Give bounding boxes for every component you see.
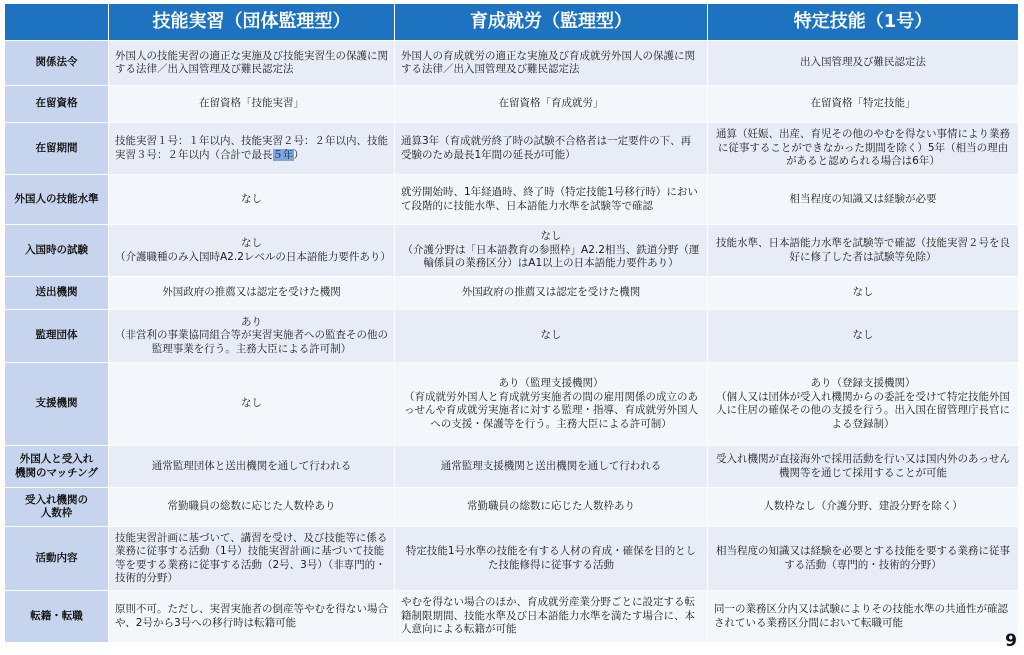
- row-label: 外国人の技能水準: [5, 175, 109, 225]
- row-label: 転籍・転職: [5, 591, 109, 643]
- cell-ikusei-shuro: やむを得ない場合のほか、育成就労産業分野ごとに設定する転籍制限期間、技能水準及び日本語能力水準を満たす場合に、本人意向による転籍が可能: [395, 591, 708, 643]
- table-row: [5, 488, 1019, 527]
- table-row: [5, 123, 1019, 175]
- cell-tokutei-ginou: 同一の業務区分内又は試験によりその技能水準の共通性が確認されている業務区分間において転職可能: [708, 591, 1019, 643]
- cell-ginou-jisshu: [109, 225, 395, 277]
- header-ikusei-shuro: 育成就労（監理型）: [395, 4, 708, 41]
- table-row: [5, 41, 1019, 86]
- row-label: [5, 488, 109, 527]
- cell-ikusei-shuro: [395, 363, 708, 446]
- row-label: 活動内容: [5, 527, 109, 591]
- cell-ginou-jisshu: なし: [109, 175, 395, 225]
- cell-ginou-jisshu: [109, 310, 395, 363]
- cell-ikusei-shuro: なし: [395, 310, 708, 363]
- cell-tokutei-ginou: 相当程度の知識又は経験が必要: [708, 175, 1019, 225]
- cell-ginou-jisshu: 原則不可。ただし、実習実施者の倒産等やむを得ない場合や、2号から3号への移行時は転籍可能: [109, 591, 395, 643]
- row-label-line: 受入れ機関の: [25, 493, 88, 506]
- table-row: [5, 363, 1019, 446]
- cell-line: あり（監理支援機関）: [498, 377, 604, 389]
- header-ginou-jisshu: 技能実習（団体監理型）: [109, 4, 395, 41]
- cell-ikusei-shuro: 通常監理支援機関と送出機関を通して行われる: [395, 446, 708, 488]
- cell-tokutei-ginou: 人数枠なし（介護分野、建設分野を除く）: [708, 488, 1019, 527]
- header-corner: [5, 4, 109, 41]
- table-row: [5, 86, 1019, 123]
- period-text-close: ）: [293, 148, 304, 161]
- cell-tokutei-ginou: [708, 363, 1019, 446]
- table-row: [5, 175, 1019, 225]
- cell-tokutei-ginou: 通算（妊娠、出産、育児その他のやむを得ない事情により業務に従事することができなかった期間を除く）5年（相当の理由があると認められる場合は6年）: [708, 123, 1019, 175]
- cell-ginou-jisshu: [109, 123, 395, 175]
- row-label-line: 外国人と受入れ: [19, 453, 94, 465]
- cell-tokutei-ginou: 出入国管理及び難民認定法: [708, 41, 1019, 86]
- header-row: [5, 4, 1019, 41]
- cell-line: あり（登録支援機関）: [810, 377, 916, 389]
- table-row: [5, 446, 1019, 488]
- cell-ginou-jisshu: なし: [109, 363, 395, 446]
- cell-ikusei-shuro: 外国人の育成就労の適正な実施及び育成就労外国人の保護に関する法律／出入国管理及び難民認定法: [395, 41, 708, 86]
- cell-ikusei-shuro: 特定技能1号水準の技能を有する人材の育成・確保を目的とした技能修得に従事する活動: [395, 527, 708, 591]
- cell-line: なし: [540, 230, 562, 243]
- row-label: 送出機関: [5, 277, 109, 310]
- row-label: 在留期間: [5, 123, 109, 175]
- highlighted-period: ５年: [272, 148, 294, 161]
- cell-ikusei-shuro: 外国政府の推薦又は認定を受けた機関: [395, 277, 708, 310]
- cell-ikusei-shuro: 通算3年（育成就労終了時の試験不合格者は一定要件の下、再受験のため最長1年間の延長が可能）: [395, 123, 708, 175]
- cell-ginou-jisshu: 常勤職員の総数に応じた人数枠あり: [109, 488, 395, 527]
- cell-ginou-jisshu: 外国人の技能実習の適正な実施及び技能実習生の保護に関する法律／出入国管理及び難民認定法: [109, 41, 395, 86]
- table-row: [5, 310, 1019, 363]
- cell-ikusei-shuro: 常勤職員の総数に応じた人数枠あり: [395, 488, 708, 527]
- cell-tokutei-ginou: なし: [708, 310, 1019, 363]
- row-label-line: 機関のマッチング: [15, 466, 98, 479]
- cell-ginou-jisshu: 技能実習計画に基づいて、講習を受け、及び技能等に係る業務に従事する活動（1号）技能実習計画に基づいて技能等を要する業務に従事する活動（2号、3号）（非専門的・技術的分野）: [109, 527, 395, 591]
- cell-tokutei-ginou: 相当程度の知識又は経験を必要とする技能を要する業務に従事する活動（専門的・技術的分野）: [708, 527, 1019, 591]
- row-label: 監理団体: [5, 310, 109, 363]
- table-row: [5, 527, 1019, 591]
- row-label: 在留資格: [5, 86, 109, 123]
- table-row: [5, 225, 1019, 277]
- cell-tokutei-ginou: なし: [708, 277, 1019, 310]
- page-number: 9: [1005, 631, 1017, 651]
- cell-line: あり: [241, 315, 262, 328]
- cell-line: （介護分野は「日本語教育の参照枠」A2.2相当、鉄道分野（運輸係員の業務区分）はA1以上の日本語能力要件あり）: [402, 243, 700, 270]
- cell-ikusei-shuro: 在留資格「育成就労」: [395, 86, 708, 123]
- cell-tokutei-ginou: 在留資格「特定技能」: [708, 86, 1019, 123]
- cell-ikusei-shuro: [395, 225, 708, 277]
- header-tokutei-ginou: 特定技能（1号）: [708, 4, 1019, 41]
- comparison-table: [4, 3, 1019, 643]
- table-row: [5, 591, 1019, 643]
- cell-line: （育成就労外国人と育成就労実施者の間の雇用関係の成立のあっせんや育成就労実施者に対する監理・指導、育成就労外国人への支援・保護等を行う。主務大臣による許可制）: [404, 390, 698, 430]
- table-row: [5, 277, 1019, 310]
- cell-line: （非営利の事業協同組合等が実習実施者への監査その他の監理事業を行う。主務大臣による許可制）: [115, 329, 388, 355]
- cell-ginou-jisshu: 在留資格「技能実習」: [109, 86, 395, 123]
- cell-line: （個人又は団体が受入れ機関からの委託を受けて特定技能外国人に住居の確保その他の支援を行う。出入国在留管理庁長官による登録制）: [716, 390, 1010, 430]
- cell-ginou-jisshu: 通常監理団体と送出機関を通して行われる: [109, 446, 395, 488]
- row-label: 支援機関: [5, 363, 109, 446]
- period-text: 技能実習１号：１年以内、技能実習２号：２年以内、技能実習３号：２年以内（合計で最長: [115, 135, 388, 161]
- cell-ginou-jisshu: 外国政府の推薦又は認定を受けた機関: [109, 277, 395, 310]
- row-label-line: 人数枠: [40, 507, 73, 519]
- cell-tokutei-ginou: 技能水準、日本語能力水準を試験等で確認（技能実習２号を良好に修了した者は試験等免除）: [708, 225, 1019, 277]
- row-label: 関係法令: [5, 41, 109, 86]
- cell-line: なし: [241, 237, 262, 249]
- row-label: [5, 446, 109, 488]
- cell-tokutei-ginou: 受入れ機関が直接海外で採用活動を行い又は国内外のあっせん機関等を通じて採用することが可能: [708, 446, 1019, 488]
- cell-ikusei-shuro: 就労開始時、1年経過時、終了時（特定技能1号移行時）において段階的に技能水準、日本語能力水準を試験等で確認: [395, 175, 708, 225]
- cell-line: （介護職種のみ入国時A2.2レベルの日本語能力要件あり）: [115, 250, 391, 263]
- row-label: 入国時の試験: [5, 225, 109, 277]
